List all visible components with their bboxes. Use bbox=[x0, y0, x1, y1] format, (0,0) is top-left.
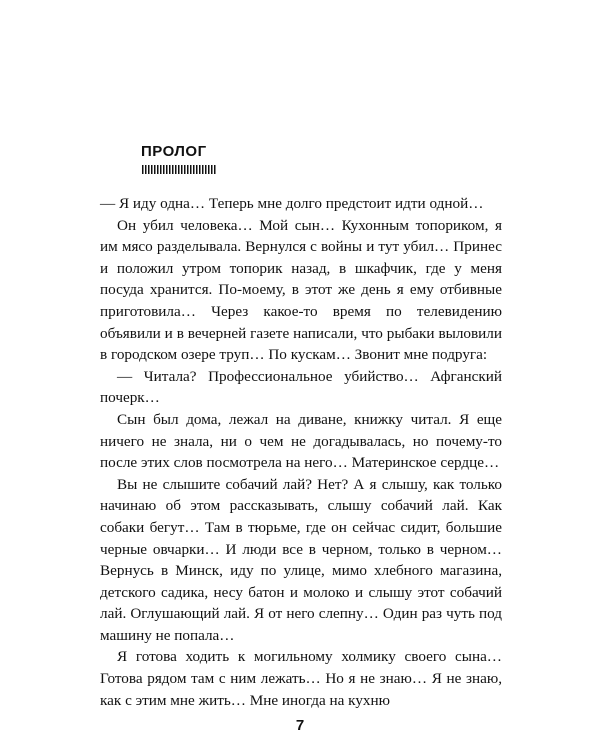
page-number: 7 bbox=[295, 717, 305, 734]
body-text bbox=[100, 193, 502, 711]
heading-decorative-rule bbox=[142, 165, 216, 174]
paragraph: Он убил человека… Мой сын… Кухонным топориком, я им мясо разделывала. Вернулся с войны и тут убил… Принес и положил утром топорик назад, в шкафчик, где у меня посуда хранится. По-моему, в этот же день я ему отбивные приготовила… Через какое-то время по телевидению объявили и в вечерней газете написали, что рыбаки выловили в городском озере труп… По кускам… Звонит мне подруга: bbox=[100, 216, 502, 364]
paragraph: — Я иду одна… Теперь мне долго предстоит идти одной… bbox=[100, 195, 484, 212]
chapter-heading: ПРОЛОГ bbox=[141, 143, 207, 160]
paragraph: Сын был дома, лежал на диване, книжку читал. Я еще ничего не знала, ни о чем не догадывалась, но почему-то после этих слов посмотрела на него… Материнское сердце… bbox=[100, 410, 502, 472]
paragraph: Вы не слышите собачий лай? Нет? А я слышу, как только начинаю об этом рассказывать, слышу собачий лай. Как собаки бегут… Там в тюрьме, где он сейчас сидит, большие черные овчарки… И люди все в черном, только в черном… Вернусь в Минск, иду по улице, мимо хлебного магазина, детского садика, несу батон и молоко и слышу этот собачий лай. Оглушающий лай. Я от него слепну… Один раз чуть под машину не попала… bbox=[100, 475, 502, 644]
paragraph: Я готова ходить к могильному холмику своего сына… Готова рядом там с ним лежать… Но я не знаю… Я не знаю, как с этим мне жить… Мне иногда на кухню bbox=[100, 648, 502, 709]
paragraph: — Читала? Профессиональное убийство… Афганский почерк… bbox=[100, 367, 502, 407]
